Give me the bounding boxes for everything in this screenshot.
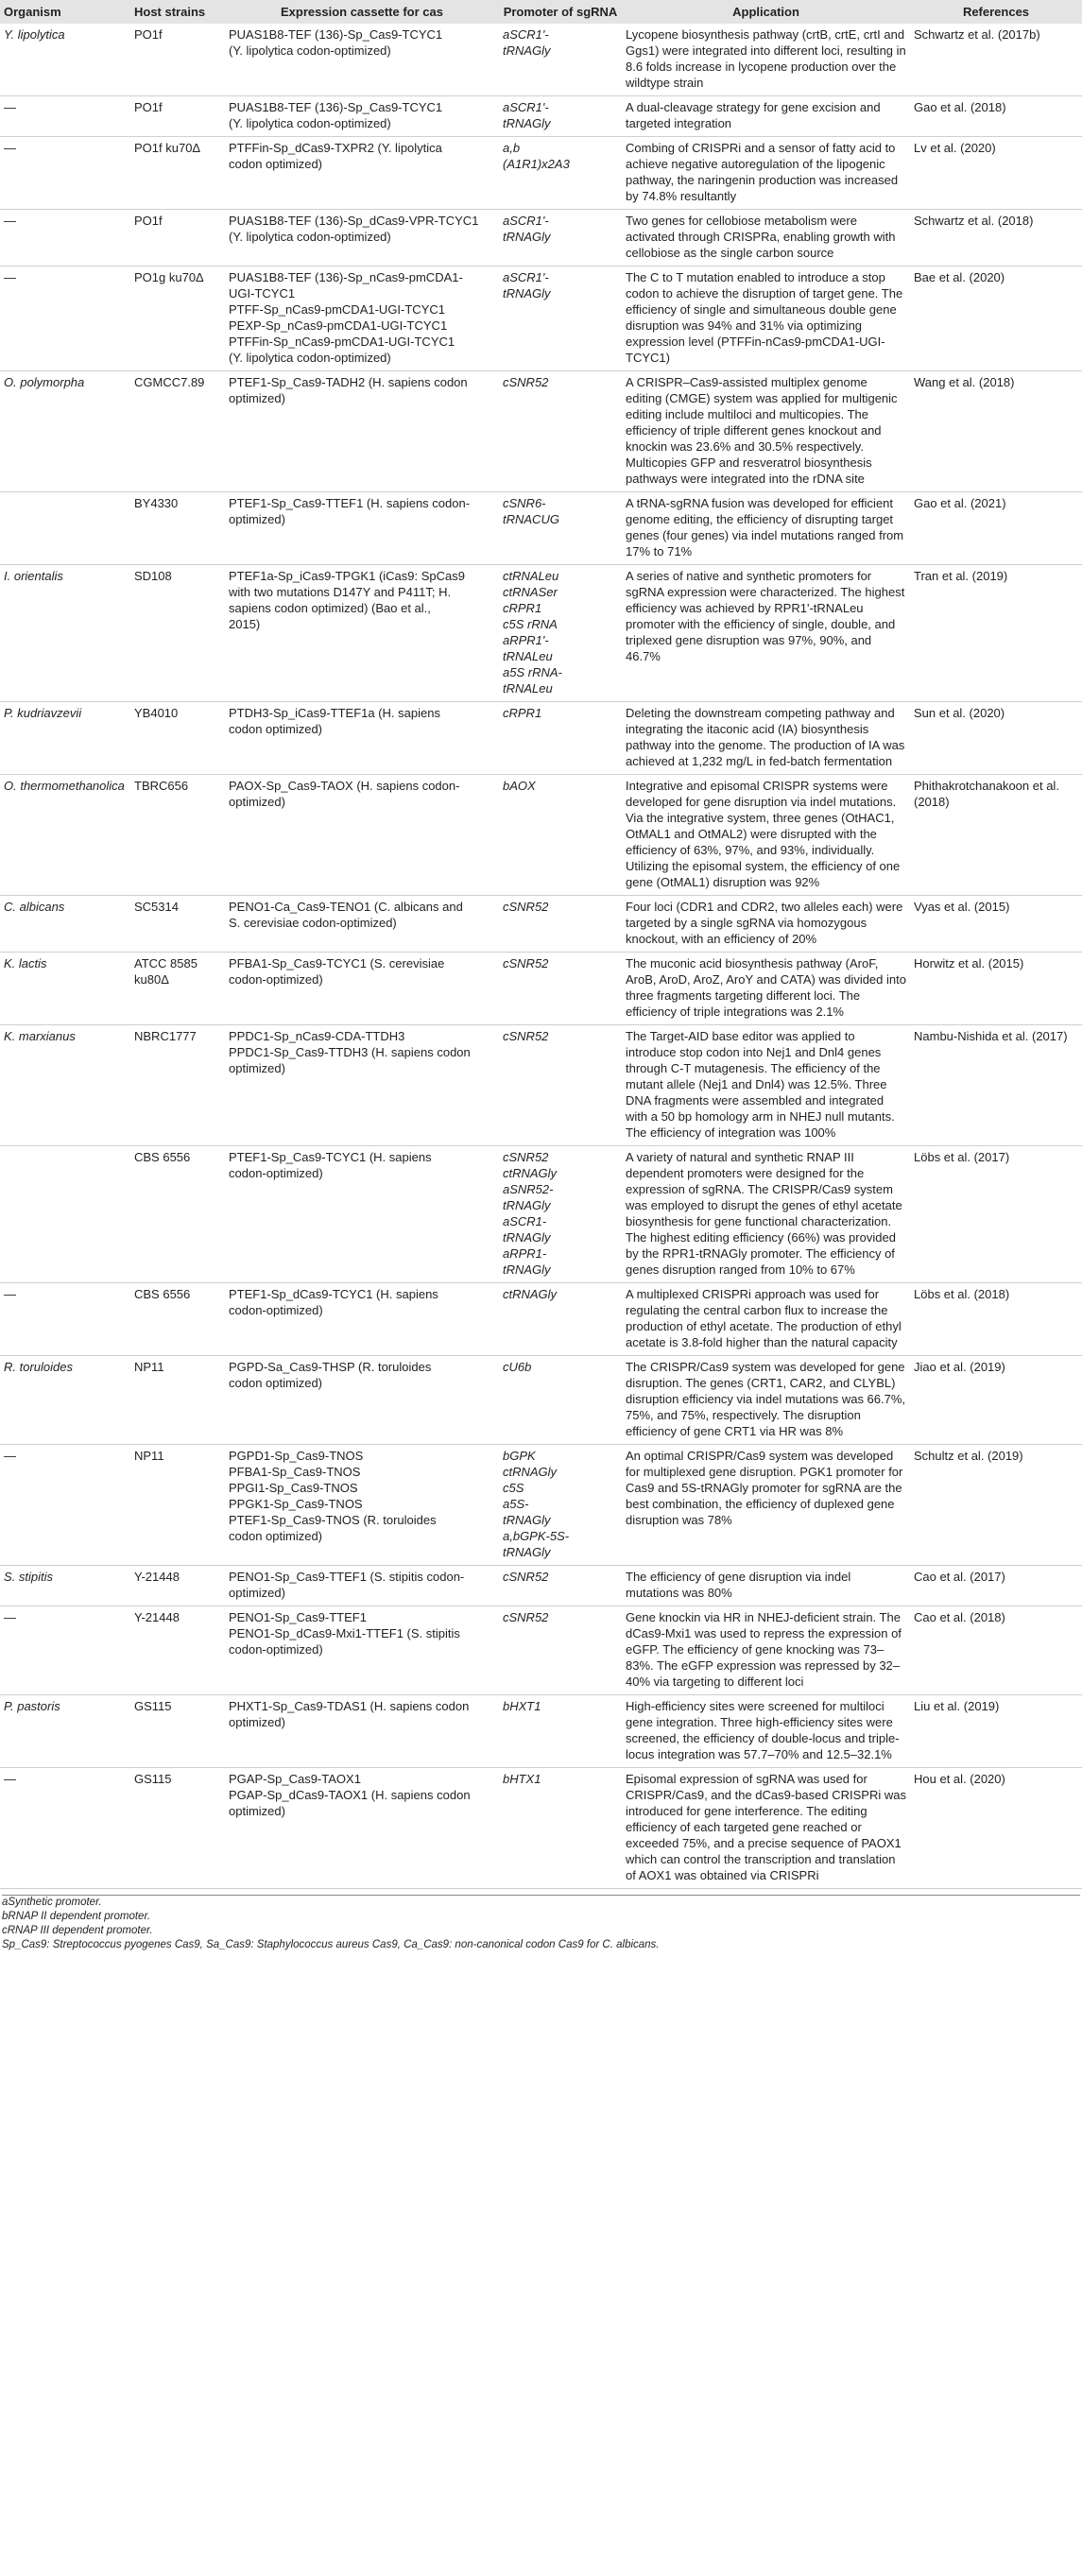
cell-organism <box>0 491 130 564</box>
promoter-line: aSCR1'- <box>503 99 549 114</box>
promoter-line: bHXT1 <box>503 1698 541 1713</box>
cell-organism: — <box>0 1282 130 1355</box>
table-row <box>0 895 1082 952</box>
table-row <box>0 952 1082 1024</box>
cell-organism: P. pastoris <box>0 1694 130 1767</box>
cell-host-strain: CBS 6556 <box>130 1145 225 1282</box>
cell-reference: Horwitz et al. (2015) <box>910 952 1082 1024</box>
cell-sgrna-promoter <box>499 1565 622 1606</box>
cell-organism: Y. lipolytica <box>0 24 130 96</box>
cell-sgrna-promoter <box>499 564 622 701</box>
table-row <box>0 1606 1082 1694</box>
cassette-line: with two mutations D147Y and P411T; H. <box>229 584 452 599</box>
promoter-line: cRPR1 <box>503 705 542 720</box>
cassette-line: codon-optimized) <box>229 1165 323 1180</box>
cassette-line: PPGK1-Sp_Cas9-TNOS <box>229 1496 363 1511</box>
cell-expression-cassette <box>225 952 499 1024</box>
promoter-line: (A1R1)x2A3 <box>503 156 570 171</box>
cassette-line: PFBA1-Sp_Cas9-TCYC1 (S. cerevisiae <box>229 955 445 970</box>
promoter-line: tRNALeu <box>503 648 553 663</box>
cell-sgrna-promoter <box>499 24 622 96</box>
cell-host-strain: BY4330 <box>130 491 225 564</box>
cell-sgrna-promoter <box>499 895 622 952</box>
cell-sgrna-promoter <box>499 136 622 209</box>
cassette-line: PPDC1-Sp_nCas9-CDA-TTDH3 <box>229 1028 405 1043</box>
promoter-line: c5S rRNA <box>503 616 558 631</box>
cassette-line: PTEF1-Sp_dCas9-TCYC1 (H. sapiens <box>229 1286 438 1301</box>
cell-organism: K. lactis <box>0 952 130 1024</box>
cassette-line: optimized) <box>229 390 285 405</box>
cell-reference: Nambu-Nishida et al. (2017) <box>910 1024 1082 1145</box>
table-row <box>0 774 1082 895</box>
promoter-line: cSNR52 <box>503 1028 549 1043</box>
cassette-line: codon optimized) <box>229 721 322 736</box>
promoter-line: tRNAGly <box>503 229 551 244</box>
cassette-line: codon optimized) <box>229 1375 322 1390</box>
cell-reference: Schwartz et al. (2017b) <box>910 24 1082 96</box>
promoter-line: c5S <box>503 1480 524 1495</box>
cell-expression-cassette <box>225 370 499 491</box>
cell-application: Four loci (CDR1 and CDR2, two alleles each) were targeted by a single sgRNA via homozygous knockout, with an efficiency of 20% <box>622 895 910 952</box>
promoter-line: cRPR1 <box>503 600 542 615</box>
cassette-line: PTFFin-Sp_nCas9-pmCDA1-UGI-TCYC1 <box>229 334 455 349</box>
table-row <box>0 1444 1082 1565</box>
cassette-line: PEXP-Sp_nCas9-pmCDA1-UGI-TCYC1 <box>229 318 448 333</box>
cell-reference: Löbs et al. (2017) <box>910 1145 1082 1282</box>
table-row <box>0 266 1082 370</box>
cell-expression-cassette <box>225 895 499 952</box>
cell-reference: Wang et al. (2018) <box>910 370 1082 491</box>
table-row <box>0 209 1082 266</box>
table-row <box>0 1024 1082 1145</box>
cell-host-strain: YB4010 <box>130 701 225 774</box>
cell-application: The efficiency of gene disruption via indel mutations was 80% <box>622 1565 910 1606</box>
cassette-line: optimized) <box>229 794 285 809</box>
footnote-b: bRNAP II dependent promoter. <box>2 1910 151 1922</box>
cassette-line: PGPD-Sa_Cas9-THSP (R. toruloides <box>229 1359 432 1374</box>
cell-reference: Liu et al. (2019) <box>910 1694 1082 1767</box>
cell-application: Gene knockin via HR in NHEJ-deficient strain. The dCas9-Mxi1 was used to repress the expression of eGFP. The efficiency of gene knocking was 73–83%. The eGFP expression was repressed by 32–40% via targeting to different loci <box>622 1606 910 1694</box>
cassette-line: PPDC1-Sp_Cas9-TTDH3 (H. sapiens codon <box>229 1044 471 1059</box>
promoter-line: bHTX1 <box>503 1771 541 1786</box>
header-host-strains: Host strains <box>134 5 206 19</box>
cassette-line: PUAS1B8-TEF (136)-Sp_Cas9-TCYC1 <box>229 99 443 114</box>
cassette-line: (Y. lipolytica codon-optimized) <box>229 115 391 130</box>
promoter-line: a5S- <box>503 1496 529 1511</box>
cell-sgrna-promoter <box>499 95 622 136</box>
cell-host-strain: GS115 <box>130 1767 225 1888</box>
promoter-line: tRNAGly <box>503 285 551 301</box>
cell-expression-cassette <box>225 1565 499 1606</box>
cell-organism: C. albicans <box>0 895 130 952</box>
cell-reference: Sun et al. (2020) <box>910 701 1082 774</box>
cassette-line: PTDH3-Sp_iCas9-TTEF1a (H. sapiens <box>229 705 440 720</box>
promoter-line: ctRNALeu <box>503 568 559 583</box>
cell-host-strain: ATCC 8585 ku80Δ <box>130 952 225 1024</box>
promoter-line: cSNR52 <box>503 899 549 914</box>
cell-reference: Tran et al. (2019) <box>910 564 1082 701</box>
cell-expression-cassette <box>225 209 499 266</box>
promoter-line: aSCR1'- <box>503 213 549 228</box>
cell-expression-cassette <box>225 701 499 774</box>
promoter-line: tRNAGly <box>503 1544 551 1559</box>
cell-reference: Bae et al. (2020) <box>910 266 1082 370</box>
cell-organism: O. thermomethanolica <box>0 774 130 895</box>
cell-application: A series of native and synthetic promoters for sgRNA expression were characterized. The highest efficiency was achieved by RPR1'-tRNALeu promoter with the efficiency of single, double, and triplexed gene disruption was 97%, 90%, and 46.7% <box>622 564 910 701</box>
cassette-line: PHXT1-Sp_Cas9-TDAS1 (H. sapiens codon <box>229 1698 470 1713</box>
cell-expression-cassette <box>225 564 499 701</box>
cell-application: The muconic acid biosynthesis pathway (AroF, AroB, AroD, AroZ, AroY and CATA) was divided into three fragments targeting different loci. The efficiency of triple integrations was 2.1% <box>622 952 910 1024</box>
promoter-line: tRNAGly <box>503 1197 551 1212</box>
footnote-a: aSynthetic promoter. <box>2 1896 102 1908</box>
cell-expression-cassette <box>225 1024 499 1145</box>
cell-application: Deleting the downstream competing pathway and integrating the itaconic acid (IA) biosynthesis pathway into the genome. The production of IA was achieved at 1,232 mg/L in fed-batch fermentation <box>622 701 910 774</box>
cassette-line: PTEF1-Sp_Cas9-TCYC1 (H. sapiens <box>229 1149 432 1164</box>
cell-organism: O. polymorpha <box>0 370 130 491</box>
cassette-line: PPGI1-Sp_Cas9-TNOS <box>229 1480 358 1495</box>
promoter-line: cSNR52 <box>503 374 549 389</box>
cell-sgrna-promoter <box>499 1355 622 1444</box>
cell-expression-cassette <box>225 1282 499 1355</box>
cell-host-strain: PO1f ku70Δ <box>130 136 225 209</box>
table-row <box>0 1282 1082 1355</box>
promoter-line: tRNAGly <box>503 1512 551 1527</box>
promoter-line: bGPK <box>503 1448 536 1463</box>
promoter-line: tRNACUG <box>503 511 559 526</box>
cell-sgrna-promoter <box>499 209 622 266</box>
cassette-line: optimized) <box>229 1803 285 1818</box>
cell-organism: — <box>0 1444 130 1565</box>
cell-application: Lycopene biosynthesis pathway (crtB, crtE, crtI and Ggs1) were integrated into different loci, resulting in 8.6 folds increase in lycopene production over the wildtype strain <box>622 24 910 96</box>
cell-application: High-efficiency sites were screened for multiloci gene integration. Three high-efficiency sites were screened, the efficiency of double-locus and triple-locus integration was 57.7–70% and 12.5–32.1% <box>622 1694 910 1767</box>
cell-sgrna-promoter <box>499 1694 622 1767</box>
promoter-line: aSCR1'- <box>503 26 549 42</box>
cell-sgrna-promoter <box>499 1024 622 1145</box>
promoter-line: aSCR1'- <box>503 269 549 284</box>
cell-reference: Cao et al. (2018) <box>910 1606 1082 1694</box>
table-row <box>0 1145 1082 1282</box>
cassette-line: PTEF1-Sp_Cas9-TADH2 (H. sapiens codon <box>229 374 468 389</box>
table-row <box>0 1565 1082 1606</box>
promoter-line: ctRNAGly <box>503 1464 558 1479</box>
promoter-line: aRPR1'- <box>503 632 549 647</box>
table-footnotes <box>0 1889 1082 1952</box>
cell-sgrna-promoter <box>499 1444 622 1565</box>
header-application: Application <box>732 5 799 19</box>
cell-application: A multiplexed CRISPRi approach was used for regulating the central carbon flux to increase the production of ethyl acetate. The production of ethyl acetate is 3.8-fold higher than the natural capacity <box>622 1282 910 1355</box>
cell-application: A dual-cleavage strategy for gene excision and targeted integration <box>622 95 910 136</box>
cell-sgrna-promoter <box>499 266 622 370</box>
header-expression-cassette: Expression cassette for cas <box>281 5 443 19</box>
cell-expression-cassette <box>225 1145 499 1282</box>
header-promoter: Promoter of sgRNA <box>503 5 618 19</box>
cell-host-strain: PO1g ku70Δ <box>130 266 225 370</box>
promoter-line: cSNR6- <box>503 495 546 510</box>
cell-host-strain: NBRC1777 <box>130 1024 225 1145</box>
promoter-line: a5S rRNA- <box>503 664 562 679</box>
cell-expression-cassette <box>225 95 499 136</box>
cassette-line: PGAP-Sp_Cas9-TAOX1 <box>229 1771 361 1786</box>
cell-host-strain: SD108 <box>130 564 225 701</box>
cell-application: Integrative and episomal CRISPR systems were developed for gene disruption via indel mutations. Via the integrative system, three genes (OtHAC1, OtMAL1 and OtMAL2) were disrupted with the efficiency of 63%, 97%, and 93%, individually. Utilizing the episomal system, the efficiency of one gene (OtMAL1) disruption was 92% <box>622 774 910 895</box>
cell-reference: Gao et al. (2018) <box>910 95 1082 136</box>
cassette-line: PAOX-Sp_Cas9-TAOX (H. sapiens codon- <box>229 778 460 793</box>
cell-organism: P. kudriavzevii <box>0 701 130 774</box>
cell-host-strain: Y-21448 <box>130 1606 225 1694</box>
footnote-c: cRNAP III dependent promoter. <box>2 1924 153 1936</box>
cell-organism: — <box>0 266 130 370</box>
cell-expression-cassette <box>225 1606 499 1694</box>
cell-sgrna-promoter <box>499 1767 622 1888</box>
cassette-line: UGI-TCYC1 <box>229 285 296 301</box>
cell-application: A tRNA-sgRNA fusion was developed for efficient genome editing, the efficiency of disrupting target genes (four genes) via indel mutations ranged from 17% to 71% <box>622 491 910 564</box>
cassette-line: PUAS1B8-TEF (136)-Sp_dCas9-VPR-TCYC1 <box>229 213 479 228</box>
cell-sgrna-promoter <box>499 952 622 1024</box>
cell-application: The Target-AID base editor was applied to introduce stop codon into Nej1 and Dnl4 genes through C-T mutagenesis. The efficiency of the mutant allele (Nej1 and Dnl4) was 12.5%. Three DNA fragments were assembled and integrated with a 50 bp homology arm in NHEJ null mutants. The efficiency of integration was 100% <box>622 1024 910 1145</box>
cell-reference: Lv et al. (2020) <box>910 136 1082 209</box>
cassette-line: PUAS1B8-TEF (136)-Sp_nCas9-pmCDA1- <box>229 269 463 284</box>
cell-expression-cassette <box>225 774 499 895</box>
cassette-line: (Y. lipolytica codon-optimized) <box>229 229 391 244</box>
cell-reference: Jiao et al. (2019) <box>910 1355 1082 1444</box>
cell-host-strain: NP11 <box>130 1355 225 1444</box>
table-row <box>0 136 1082 209</box>
cassette-line: PTEF1a-Sp_iCas9-TPGK1 (iCas9: SpCas9 <box>229 568 465 583</box>
table-row <box>0 564 1082 701</box>
cell-host-strain: CBS 6556 <box>130 1282 225 1355</box>
cell-reference: Löbs et al. (2018) <box>910 1282 1082 1355</box>
cell-reference: Vyas et al. (2015) <box>910 895 1082 952</box>
cassette-line: sapiens codon optimized) (Bao et al., <box>229 600 431 615</box>
footnote-abbrev: Sp_Cas9: Streptococcus pyogenes Cas9, Sa_Cas9: Staphylococcus aureus Cas9, Ca_Cas9: non-canonical codon Cas9 for C. albicans. <box>2 1938 660 1950</box>
cassette-line: (Y. lipolytica codon-optimized) <box>229 350 391 365</box>
table-header-row <box>0 0 1082 24</box>
cassette-line: codon-optimized) <box>229 1641 323 1657</box>
cassette-line: PTFF-Sp_nCas9-pmCDA1-UGI-TCYC1 <box>229 301 445 317</box>
cassette-line: PENO1-Sp_dCas9-Mxi1-TTEF1 (S. stipitis <box>229 1625 460 1640</box>
cassette-line: optimized) <box>229 511 285 526</box>
cassette-line: codon-optimized) <box>229 1302 323 1317</box>
cell-sgrna-promoter <box>499 1282 622 1355</box>
cassette-line: codon optimized) <box>229 156 322 171</box>
cassette-line: PGPD1-Sp_Cas9-TNOS <box>229 1448 364 1463</box>
cell-expression-cassette <box>225 1444 499 1565</box>
cassette-line: codon-optimized) <box>229 971 323 987</box>
cell-expression-cassette <box>225 266 499 370</box>
table-row <box>0 24 1082 96</box>
table-row <box>0 370 1082 491</box>
promoter-line: ctRNAGly <box>503 1165 558 1180</box>
cassette-line: PUAS1B8-TEF (136)-Sp_Cas9-TCYC1 <box>229 26 443 42</box>
cell-application: An optimal CRISPR/Cas9 system was developed for multiplexed gene disruption. PGK1 promoter for Cas9 and 5S-tRNAGly promoter for sgRNA are the best combination, the efficiency of duplexed gene disruption was 78% <box>622 1444 910 1565</box>
cassette-line: PFBA1-Sp_Cas9-TNOS <box>229 1464 361 1479</box>
promoter-line: cSNR52 <box>503 955 549 970</box>
cell-organism: K. marxianus <box>0 1024 130 1145</box>
cassette-line: optimized) <box>229 1714 285 1729</box>
cell-sgrna-promoter <box>499 774 622 895</box>
table-row <box>0 491 1082 564</box>
header-references: References <box>962 5 1030 19</box>
promoter-line: tRNAGly <box>503 43 551 58</box>
promoter-line: aRPR1- <box>503 1245 547 1261</box>
cell-application: Episomal expression of sgRNA was used for CRISPR/Cas9, and the dCas9-based CRISPRi was introduced for gene interference. The editing efficiency of each targeted gene reached or exceeded 75%, and a precise sequence of PAOX1 which can control the transcription and translation of AOX1 was obtained via CRISPRi <box>622 1767 910 1888</box>
cassette-line: optimized) <box>229 1060 285 1075</box>
cassette-line: PTEF1-Sp_Cas9-TTEF1 (H. sapiens codon- <box>229 495 471 510</box>
promoter-line: cSNR52 <box>503 1569 549 1584</box>
cell-reference: Hou et al. (2020) <box>910 1767 1082 1888</box>
cell-reference: Cao et al. (2017) <box>910 1565 1082 1606</box>
cassette-line: optimized) <box>229 1585 285 1600</box>
cell-organism: I. orientalis <box>0 564 130 701</box>
table-row <box>0 1767 1082 1888</box>
promoter-line: bAOX <box>503 778 536 793</box>
cassette-line: codon optimized) <box>229 1528 322 1543</box>
cassette-line: PENO1-Ca_Cas9-TENO1 (C. albicans and <box>229 899 463 914</box>
promoter-line: tRNAGly <box>503 1229 551 1245</box>
header-organism: Organism <box>4 5 61 19</box>
cell-organism: R. toruloides <box>0 1355 130 1444</box>
cell-application: A CRISPR–Cas9-assisted multiplex genome editing (CMGE) system was applied for multigenic editing include multiloci and multicopies. The efficiency of triple different genes knockout and knockin was 23.6% and 30.5% respectively. Multicopies GFP and resveratrol biosynthesis pathways were integrated into the rDNA site <box>622 370 910 491</box>
cell-reference: Schultz et al. (2019) <box>910 1444 1082 1565</box>
promoter-line: a,bGPK-5S- <box>503 1528 570 1543</box>
cassette-line: S. cerevisiae codon-optimized) <box>229 915 397 930</box>
cell-organism: — <box>0 1606 130 1694</box>
cassette-line: PENO1-Sp_Cas9-TTEF1 (S. stipitis codon- <box>229 1569 465 1584</box>
cell-sgrna-promoter <box>499 1606 622 1694</box>
cassette-line: PGAP-Sp_dCas9-TAOX1 (H. sapiens codon <box>229 1787 471 1802</box>
cell-application: Combing of CRISPRi and a sensor of fatty acid to achieve negative autoregulation of the lipogenic pathway, the naringenin production was increased by 74.8% resultantly <box>622 136 910 209</box>
cassette-line: 2015) <box>229 616 261 631</box>
cell-organism: — <box>0 95 130 136</box>
cell-host-strain: NP11 <box>130 1444 225 1565</box>
promoter-line: cSNR52 <box>503 1149 549 1164</box>
cell-expression-cassette <box>225 1355 499 1444</box>
cell-application: The CRISPR/Cas9 system was developed for gene disruption. The genes (CRT1, CAR2, and CLYBL) disruption efficiency via indel mutations was 66.7%, 75%, and 75%, respectively. The disruption efficiency of gene CRT1 via HR was 8% <box>622 1355 910 1444</box>
table-row <box>0 701 1082 774</box>
promoter-line: tRNAGly <box>503 1262 551 1277</box>
cell-expression-cassette <box>225 24 499 96</box>
cell-host-strain: CGMCC7.89 <box>130 370 225 491</box>
cassette-line: PENO1-Sp_Cas9-TTEF1 <box>229 1609 367 1624</box>
cell-organism: — <box>0 209 130 266</box>
cell-organism: — <box>0 136 130 209</box>
cell-host-strain: PO1f <box>130 209 225 266</box>
cell-host-strain: PO1f <box>130 24 225 96</box>
cell-organism <box>0 1145 130 1282</box>
cell-host-strain: PO1f <box>130 95 225 136</box>
promoter-line: aSNR52- <box>503 1181 554 1196</box>
cell-expression-cassette <box>225 1694 499 1767</box>
table-row <box>0 95 1082 136</box>
cell-host-strain: GS115 <box>130 1694 225 1767</box>
cell-application: A variety of natural and synthetic RNAP III dependent promoters were designed for the expression of sgRNA. The CRISPR/Cas9 system was employed to disrupt the genes of ethyl acetate biosynthesis for gene functional characterization. The highest editing efficiency (66%) was provided by the RPR1-tRNAGly promoter. The efficiency of genes disruption ranged from 10% to 67% <box>622 1145 910 1282</box>
cell-sgrna-promoter <box>499 1145 622 1282</box>
promoter-line: tRNAGly <box>503 115 551 130</box>
promoter-line: cU6b <box>503 1359 532 1374</box>
cell-organism: — <box>0 1767 130 1888</box>
promoter-line: aSCR1- <box>503 1213 547 1228</box>
promoter-line: ctRNAGly <box>503 1286 558 1301</box>
table-row <box>0 1694 1082 1767</box>
cell-organism: S. stipitis <box>0 1565 130 1606</box>
cell-host-strain: Y-21448 <box>130 1565 225 1606</box>
cell-reference: Phithakrotchanakoon et al. (2018) <box>910 774 1082 895</box>
cell-expression-cassette <box>225 491 499 564</box>
cell-host-strain: TBRC656 <box>130 774 225 895</box>
cell-expression-cassette <box>225 136 499 209</box>
table-row <box>0 1355 1082 1444</box>
cell-expression-cassette <box>225 1767 499 1888</box>
cell-application: Two genes for cellobiose metabolism were activated through CRISPRa, enabling growth with cellobiose as the single carbon source <box>622 209 910 266</box>
cassette-line: PTFFin-Sp_dCas9-TXPR2 (Y. lipolytica <box>229 140 442 155</box>
cell-sgrna-promoter <box>499 701 622 774</box>
cell-application: The C to T mutation enabled to introduce a stop codon to achieve the disruption of target gene. The efficiency of single and simultaneous double gene disruption was 94% and 31% via optimizing expression level (PTFFin-nCas9-pmCDA1-UGI-TCYC1) <box>622 266 910 370</box>
promoter-line: a,b <box>503 140 521 155</box>
cell-reference: Gao et al. (2021) <box>910 491 1082 564</box>
cassette-line: PTEF1-Sp_Cas9-TNOS (R. toruloides <box>229 1512 437 1527</box>
cell-sgrna-promoter <box>499 491 622 564</box>
cell-host-strain: SC5314 <box>130 895 225 952</box>
promoter-line: cSNR52 <box>503 1609 549 1624</box>
cassette-line: (Y. lipolytica codon-optimized) <box>229 43 391 58</box>
promoter-line: ctRNASer <box>503 584 558 599</box>
promoter-line: tRNALeu <box>503 680 553 696</box>
cell-sgrna-promoter <box>499 370 622 491</box>
cell-reference: Schwartz et al. (2018) <box>910 209 1082 266</box>
